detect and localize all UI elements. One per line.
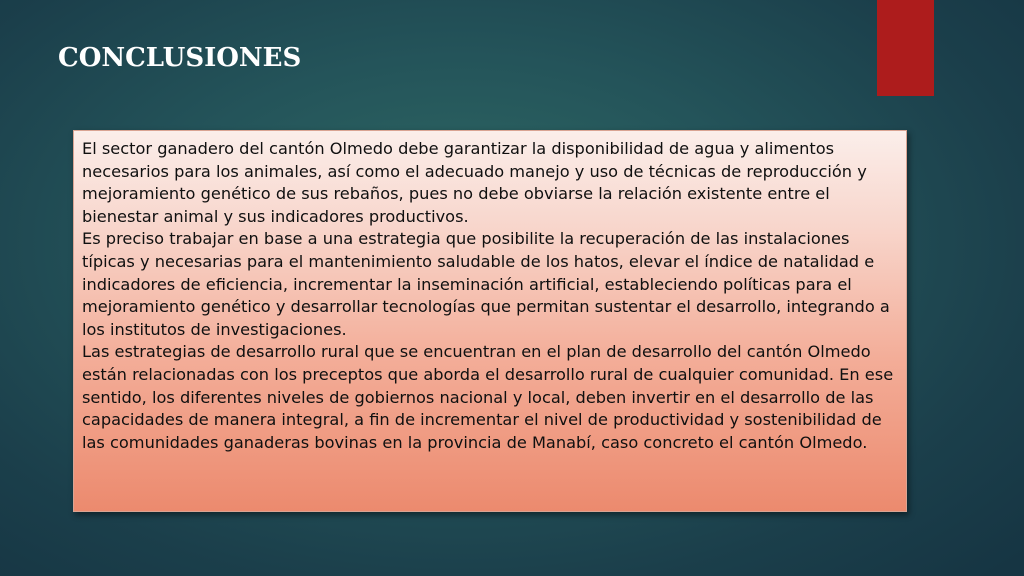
- conclusion-paragraph-3: Las estrategias de desarrollo rural que se encuentran en el plan de desarrollo del cantón Olmedo están relacionadas con los preceptos que aborda el desarrollo rural de cualquier comunidad. En ese sentido, los diferentes niveles de gobiernos nacional y local, deben invertir en el desarrollo de las capacidades de manera integral, a fin de incrementar el nivel de productividad y sostenibilidad de las comunidades ganaderas bovinas en la provincia de Manabí, caso concreto el cantón Olmedo.: [82, 342, 894, 452]
- conclusion-paragraph-2: Es preciso trabajar en base a una estrategia que posibilite la recuperación de las instalaciones típicas y necesarias para el mantenimiento saludable de los hatos, elevar el índice de natalidad e indicadores de eficiencia, incrementar la inseminación artificial, estableciendo políticas para el mejoramiento genético y desarrollar tecnologías que permitan sustentar el desarrollo, integrando a los institutos de investigaciones.: [82, 229, 890, 339]
- conclusion-paragraph-1: El sector ganadero del cantón Olmedo debe garantizar la disponibilidad de agua y alimentos necesarios para los animales, así como el adecuado manejo y uso de técnicas de reproducción y mejoramiento genético de sus rebaños, pues no debe obviarse la relación existente entre el bienestar animal y sus indicadores productivos.: [82, 139, 867, 226]
- accent-bar: [877, 0, 934, 96]
- slide-title: CONCLUSIONES: [58, 43, 302, 73]
- conclusions-text-box: [73, 130, 907, 512]
